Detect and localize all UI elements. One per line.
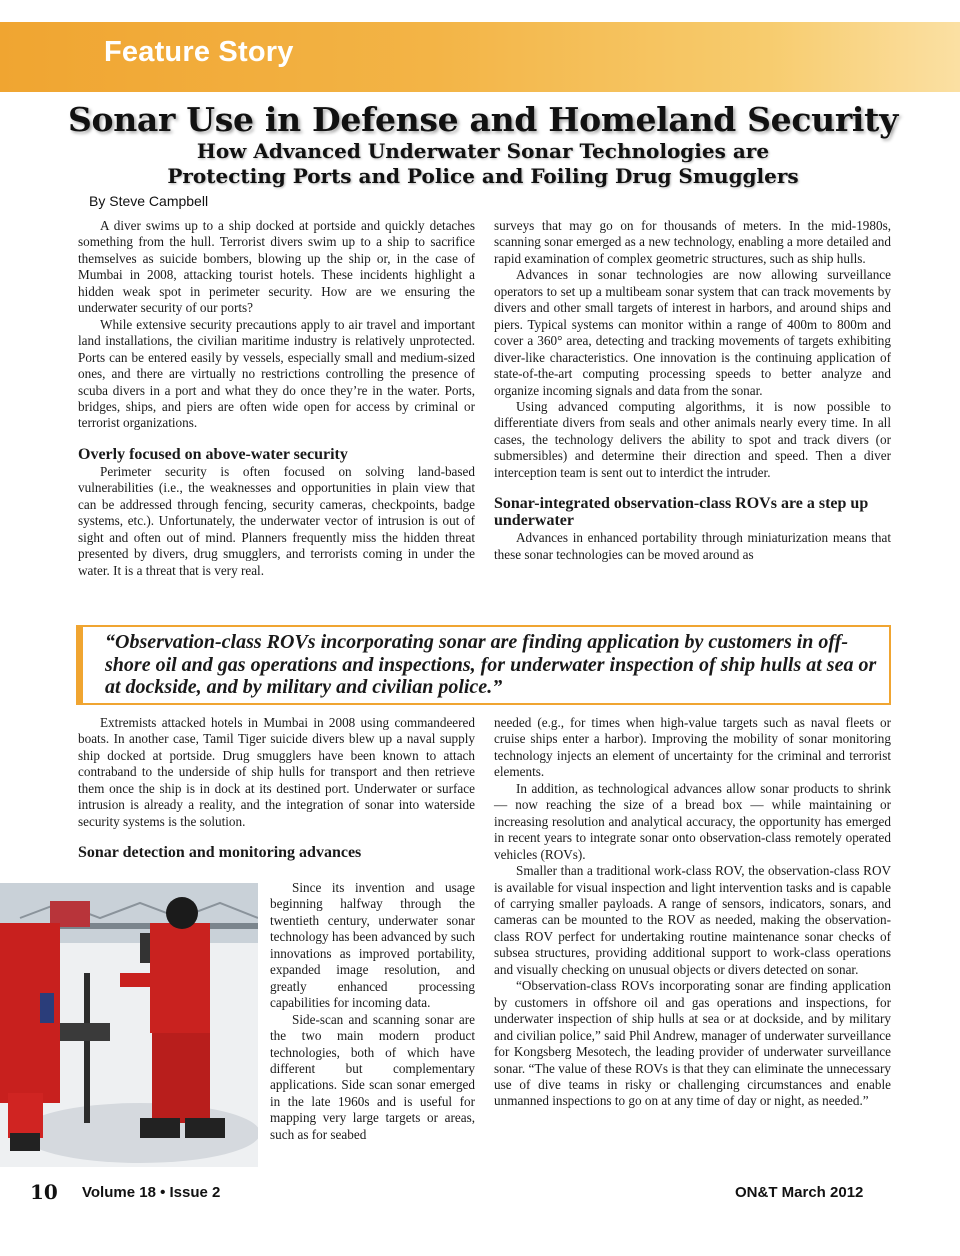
article-subhead-line2: Protecting Ports and Police and Foiling Drug Smugglers — [167, 164, 799, 188]
column-right-bottom — [494, 715, 891, 1110]
body-paragraph: Using advanced computing algorithms, it is now possible to differentiate divers from seals and other animals nearly every time. In all cases, the technology delivers the ability to spot and track divers (or submersibles) and determine their direction and speed. Then a diver interception team is sent out to interdict the intruder. — [494, 398, 891, 480]
body-paragraph: Extremists attacked hotels in Mumbai in 2008 using commandeered boats. In another case, Tamil Tiger suicide divers blew up a naval supply ship docked at portside. Drug smugglers have been known to attach contraband to the underside of ship hulls for transport and then retrieve them once the ship is in dock at its destined port. Underwater or surface intrusion is already a reality, and the integration of sonar into waterside security systems is the solution. — [78, 715, 475, 829]
ice-scene-illustration — [0, 883, 258, 1167]
pull-quote: “Observation-class ROVs incorporating sonar are finding application by customers in off-shore oil and gas operations and inspections, for underwater inspection of ship hulls at sea or at dockside, and by military and civilian police.” — [76, 625, 891, 705]
body-paragraph: Smaller than a traditional work-class ROV, the observation-class ROV is available for visual inspection and light intervention tasks and is capable of carrying smaller payloads. A range of sensors, indicators, sonars, and cameras can be mounted to the ROV as needed, making the observation-class ROV perfect for undertaking routine maintenance sonar checks of subsea structures, providing additional support to work-class operations and visually checking on unusual objects or divers detected on sonar. — [494, 863, 891, 977]
byline-author: Steve Campbell — [109, 193, 209, 209]
section-banner — [0, 22, 960, 92]
page-number: 10 — [30, 1180, 58, 1204]
body-paragraph: In addition, as technological advances allow sonar products to shrink — now reaching the size of a bread box — while maintaining or increasing resolution and analytical accuracy, the opportunity has emerged in recent years to integrate sonar onto observation-class remotely operated vehicles (ROVs). — [494, 780, 891, 862]
body-paragraph: “Observation-class ROVs incorporating sonar are finding application by customers in offshore oil and gas operations and inspections, for underwater inspection of ship hulls at sea or at dockside, and by military and civilian police,” said Phil Andrew, manager of underwater surveillance for Kongsberg Mesotech, the leading provider of underwater surveillance sonar. “The value of these ROVs is that they can eliminate the unnecessary use of dive teams in risky or challenging circumstances and enable unmanned inspections to go on at any time of day or night, as needed.” — [494, 978, 891, 1109]
body-paragraph: Advances in enhanced portability through miniaturization means that these sonar technologies can be moved around as — [494, 530, 891, 562]
column-left-top — [78, 218, 475, 579]
column-left-wrapped — [270, 880, 475, 1143]
byline-prefix: By — [89, 193, 106, 209]
body-paragraph: Side-scan and scanning sonar are the two main modern product technologies, both of which have different but complementary applications. Side scan sonar emerged in the late 1960s and is useful for mapping very large targets or areas, such as for seabed — [270, 1011, 475, 1142]
byline — [89, 193, 208, 209]
body-paragraph: Advances in sonar technologies are now allowing surveillance operators to set up a multibeam sonar system that can track movements by divers and other small targets of interest in harbors, and around ships and piers. Typical systems can monitor within a range of 400m to 800m and cover a 360° area, detecting and tracking movements of targets exhibiting diver-like characteristics. One innovation is the continuing application of state-of-the-art computing processing speeds to better analyze and organize incoming signals and data from the sonar. — [494, 267, 891, 398]
body-paragraph: surveys that may go on for thousands of meters. In the mid-1980s, scanning sonar emerged as a new technology, enabling a more detailed and rapid examination of complex geometric structures, such as ship hulls. — [494, 218, 891, 266]
section-heading: Sonar detection and monitoring advances — [78, 844, 362, 862]
ice-divers-photo — [0, 883, 258, 1167]
column-right-top — [494, 218, 891, 563]
body-paragraph: Perimeter security is often focused on solving land-based vulnerabilities (i.e., the weaknesses and opportunities in plain view that can be addressed through fencing, security cameras, checkpoints, badge systems, etc.). Unfortunately, the underwater vector of intrusion is out of sight and often out of mind. Planners frequently miss the hidden threat presented by divers, drug smugglers, and terrorists coming in under the water. It is a threat that is very real. — [78, 463, 475, 578]
article-subhead-line1: How Advanced Underwater Sonar Technologies are — [196, 139, 770, 163]
issue-label: Volume 18 • Issue 2 — [82, 1184, 221, 1201]
body-paragraph: needed (e.g., for times when high-value targets such as naval fleets or cruise ships enter a harbor). Improving the mobility of sonar monitoring technology injects an element of uncertainty for the criminal and terrorist elements. — [494, 715, 891, 780]
section-heading: Sonar-integrated observation-class ROVs are a step up underwater — [494, 495, 869, 530]
magazine-date: ON&T March 2012 — [735, 1184, 864, 1201]
body-paragraph: A diver swims up to a ship docked at portside and quickly detaches something from the hull. Terrorist divers swim up to a ship to sacrifice themselves as suicide bombers, blowing up the ship or, in the case of Mumbai in 2008, attacking tourist hotels. These incidents highlight a hidden weak spot in perimeter security. How are we ensuring the underwater security of our ports? — [78, 218, 475, 316]
section-label: Feature Story — [104, 36, 294, 68]
column-left-bottom — [78, 715, 475, 862]
body-paragraph: Since its invention and usage beginning halfway through the twentieth century, underwater sonar technology has been advanced by such innovations as improved portability, expanded image resolution, and greatly enhanced processing capabilities for incoming data. — [270, 880, 475, 1011]
section-heading: Overly focused on above-water security — [78, 445, 348, 463]
article-headline: Sonar Use in Defense and Homeland Security — [68, 100, 898, 139]
body-paragraph: While extensive security precautions apply to air travel and important land installations, the civilian maritime industry is relatively unprotected. Ports can be entered easily by vessels, especially small and medium-sized ones, and there are virtually no restrictions controlling the presence of scuba divers in a port and what they do once they’re in the water. Ports, bridges, ships, and piers are often wide open for access by criminal or terrorist organizations. — [78, 316, 475, 431]
